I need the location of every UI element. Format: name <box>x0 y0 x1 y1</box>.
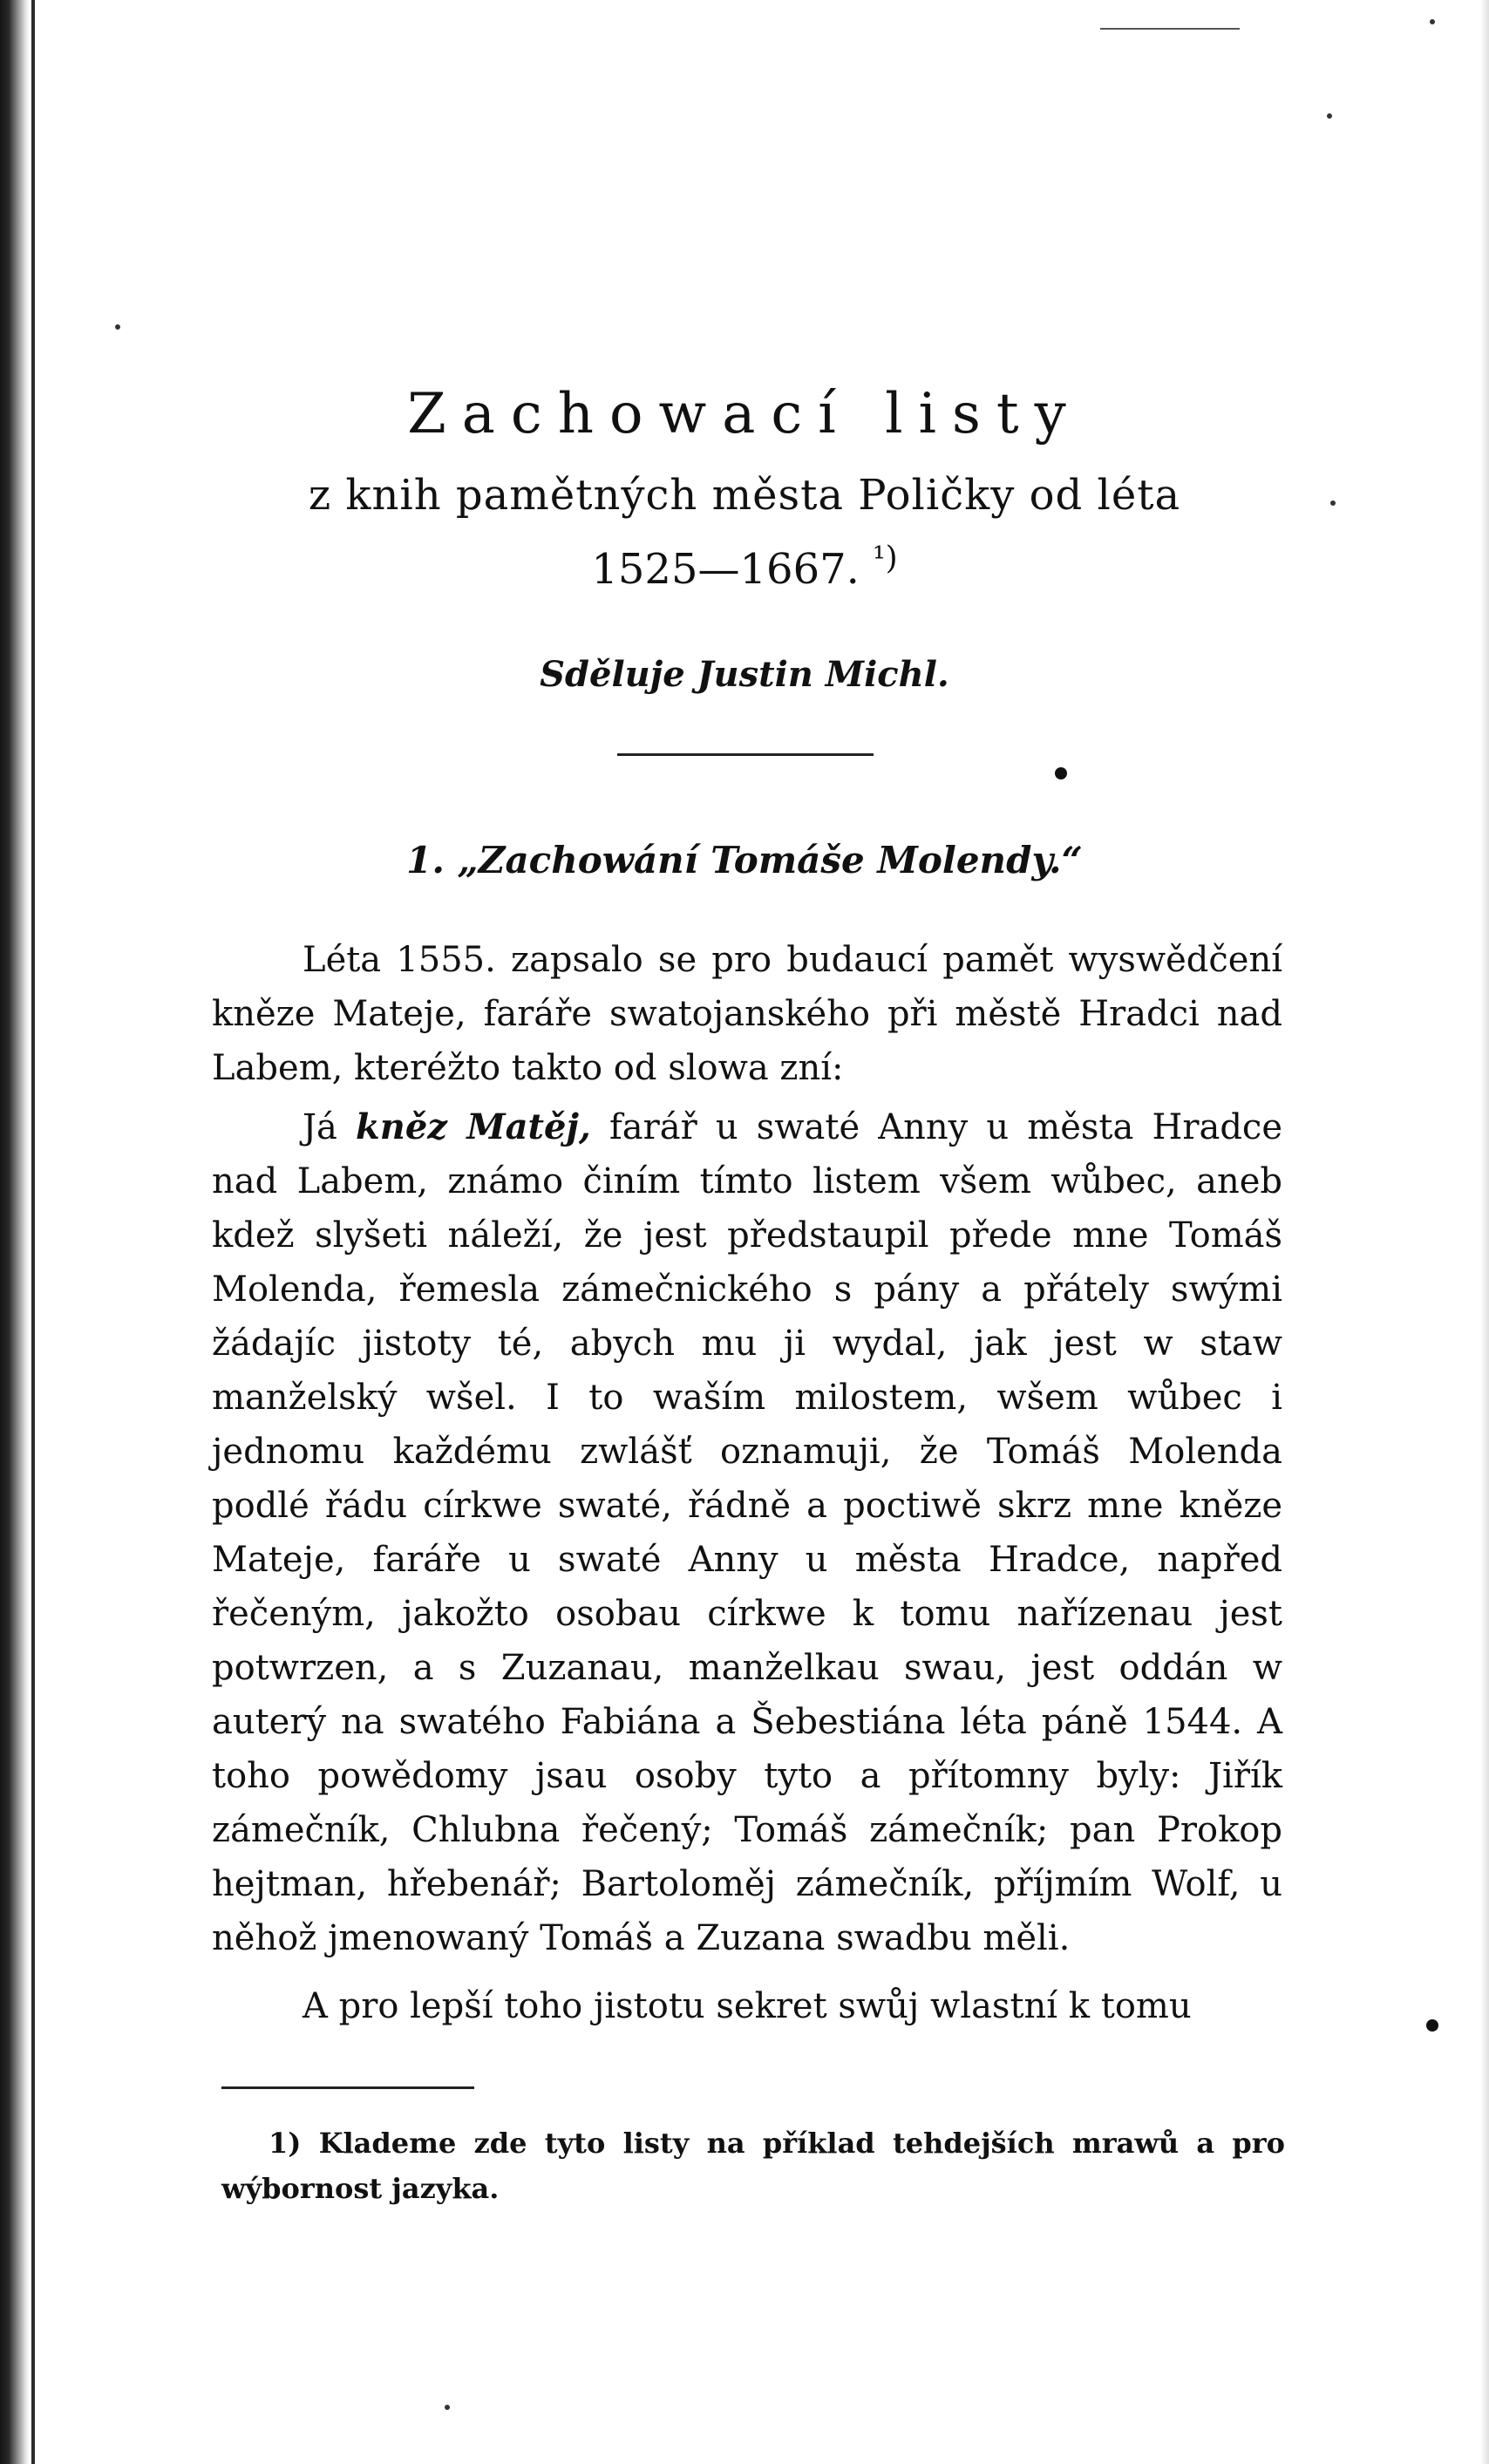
footnote-divider <box>221 2086 474 2089</box>
scan-speck <box>1055 767 1067 779</box>
scan-artifact <box>1100 28 1240 30</box>
title-divider <box>617 753 874 756</box>
document-years <box>0 541 1489 594</box>
paragraph-2-lead: Já <box>303 1107 337 1147</box>
footnote-text: Klademe zde tyto listy na příklad tehdejších mrawů a pro wýbornost jazyka. <box>221 2127 1286 2205</box>
years-range: 1525—1667. <box>591 545 860 594</box>
author-credit: Sděluje Justin Michl. <box>540 654 949 695</box>
scan-speck <box>1430 19 1435 24</box>
scan-speck <box>1327 113 1332 119</box>
scan-speck <box>445 2405 450 2410</box>
section-heading: 1. „Zachowání Tomáše Molendy.“ <box>406 839 1083 881</box>
footnote-reference: ¹) <box>873 541 898 576</box>
footnote <box>221 2120 1285 2211</box>
scan-speck <box>1426 2019 1438 2032</box>
page-binding-line <box>31 0 35 2464</box>
paragraph-2-rest: farář u swaté Anny u města Hradce nad Labem, známo činím tímto listem všem wůbec, aneb kdež slyšeti náleží, že jest předstaupil přede mne Tomáš Molenda, řemesla zámečnického s pány a přátely swými žádajíc jistoty té, abych mu ji wydal, jak jest w staw manželský wšel. I to waším milostem, wšem wůbec i jednomu každému zwlášť oznamuji, že Tomáš Molenda podlé řádu církwe swaté, řádně a poctiwě skrz mne kněze Mateje, faráře u swaté Anny u města Hradce, napřed řečeným, jakožto osobau církwe k tomu nařízenau jest potwrzen, a s Zuzanau, manželkau swau, jest oddán w auterý na swatého Fabiána a Šebestiána léta páně 1544. A toho powědomy jsau osoby tyto a přítomny byly: Jiřík zámečník, Chlubna řečený; Tomáš zámečník; pan Prokop hejtman, hřebenář; Bartoloměj zámečník, příjmím Wolf, u něhož jmenowaný Tomáš a Zuzana swadbu měli. <box>212 1107 1283 1958</box>
page-binding-edge <box>0 0 30 2464</box>
document-subtitle: z knih pamětných města Poličky od léta <box>308 471 1181 520</box>
footnote-number: 1) <box>269 2127 302 2160</box>
paragraph-1: Léta 1555. zapsalo se pro budaucí pamět wyswědčení kněze Mateje, faráře swatojanského při městě Hradci nad Labem, kteréžto takto od slowa zní: <box>212 940 1282 1088</box>
paragraph-2-italic: kněz Matěj, <box>356 1106 591 1147</box>
body-text <box>212 933 1282 2033</box>
paragraph-2 <box>212 1100 1282 1965</box>
paragraph-3: A pro lepší toho jistotu sekret swůj wlastní k tomu <box>303 1986 1192 2026</box>
scan-speck <box>115 324 120 330</box>
document-title: Zachowací listy <box>407 382 1082 446</box>
page-right-edge <box>1480 0 1489 2464</box>
